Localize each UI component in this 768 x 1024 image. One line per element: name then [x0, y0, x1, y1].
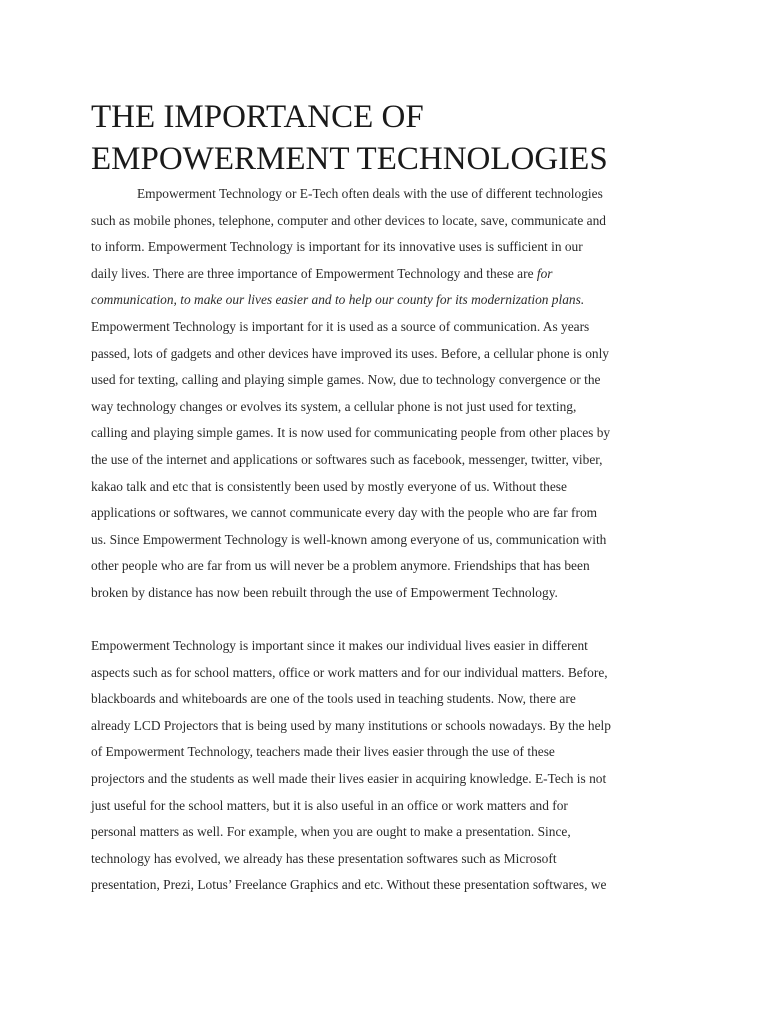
page-title — [91, 96, 731, 180]
text-line: already LCD Projectors that is being used by many institutions or schools nowadays. By the help — [91, 717, 611, 733]
text-line: aspects such as for school matters, office or work matters and for our individual matters. Before, — [91, 664, 608, 680]
text-line: projectors and the students as well made their lives easier in acquiring knowledge. E-Tech is not — [91, 770, 607, 786]
text-segment: daily lives. There are three importance of Empowerment Technology and these are — [91, 265, 537, 281]
text-line: other people who are far from us will never be a problem anymore. Friendships that has been — [91, 558, 590, 574]
text-line: broken by distance has now been rebuilt through the use of Empowerment Technology. — [91, 584, 558, 600]
text-line: just useful for the school matters, but it is also useful in an office or work matters and for — [91, 797, 568, 813]
text-line: kakao talk and etc that is consistently been used by mostly everyone of us. Without these — [91, 478, 567, 494]
text-line — [91, 287, 691, 314]
paragraph-individual-lives — [91, 633, 691, 899]
text-line: to inform. Empowerment Technology is important for its innovative uses is sufficient in our — [91, 239, 583, 255]
paragraph-communication — [91, 181, 691, 607]
text-line — [91, 261, 691, 288]
text-line: technology has evolved, we already has these presentation softwares such as Microsoft — [91, 850, 557, 866]
text-line: applications or softwares, we cannot communicate every day with the people who are far from — [91, 505, 598, 521]
text-line: of Empowerment Technology, teachers made their lives easier through the use of these — [91, 744, 555, 760]
text-line: personal matters as well. For example, when you are ought to make a presentation. Since, — [91, 824, 571, 840]
text-line: way technology changes or evolves its system, a cellular phone is not just used for texting, — [91, 398, 577, 414]
text-line: passed, lots of gadgets and other devices have improved its uses. Before, a cellular phone is only — [91, 345, 610, 361]
text-line: Empowerment Technology or E-Tech often deals with the use of different technologies — [137, 186, 603, 201]
text-line: blackboards and whiteboards are one of the tools used in teaching students. Now, there are — [91, 691, 576, 707]
text-line: us. Since Empowerment Technology is well-known among everyone of us, communication with — [91, 531, 607, 547]
text-line: the use of the internet and applications or softwares such as facebook, messenger, twitter, viber, — [91, 451, 603, 467]
italic-text: communication, to make our lives easier and to help our county for its modernization plans. — [91, 292, 585, 308]
text-line: Empowerment Technology is important since it makes our individual lives easier in different — [91, 638, 588, 653]
text-line: Empowerment Technology is important for it is used as a source of communication. As years — [91, 318, 590, 334]
title-line: THE IMPORTANCE OF — [91, 99, 424, 135]
title-line: EMPOWERMENT TECHNOLOGIES — [91, 141, 608, 177]
text-line: used for texting, calling and playing simple games. Now, due to technology convergence or the — [91, 372, 601, 388]
text-line: such as mobile phones, telephone, computer and other devices to locate, save, communicate and — [91, 212, 606, 228]
italic-text: for — [536, 265, 553, 281]
text-line: calling and playing simple games. It is now used for communicating people from other places by — [91, 425, 611, 441]
text-line: presentation, Prezi, Lotus’ Freelance Graphics and etc. Without these presentation softwares, we — [91, 877, 607, 893]
